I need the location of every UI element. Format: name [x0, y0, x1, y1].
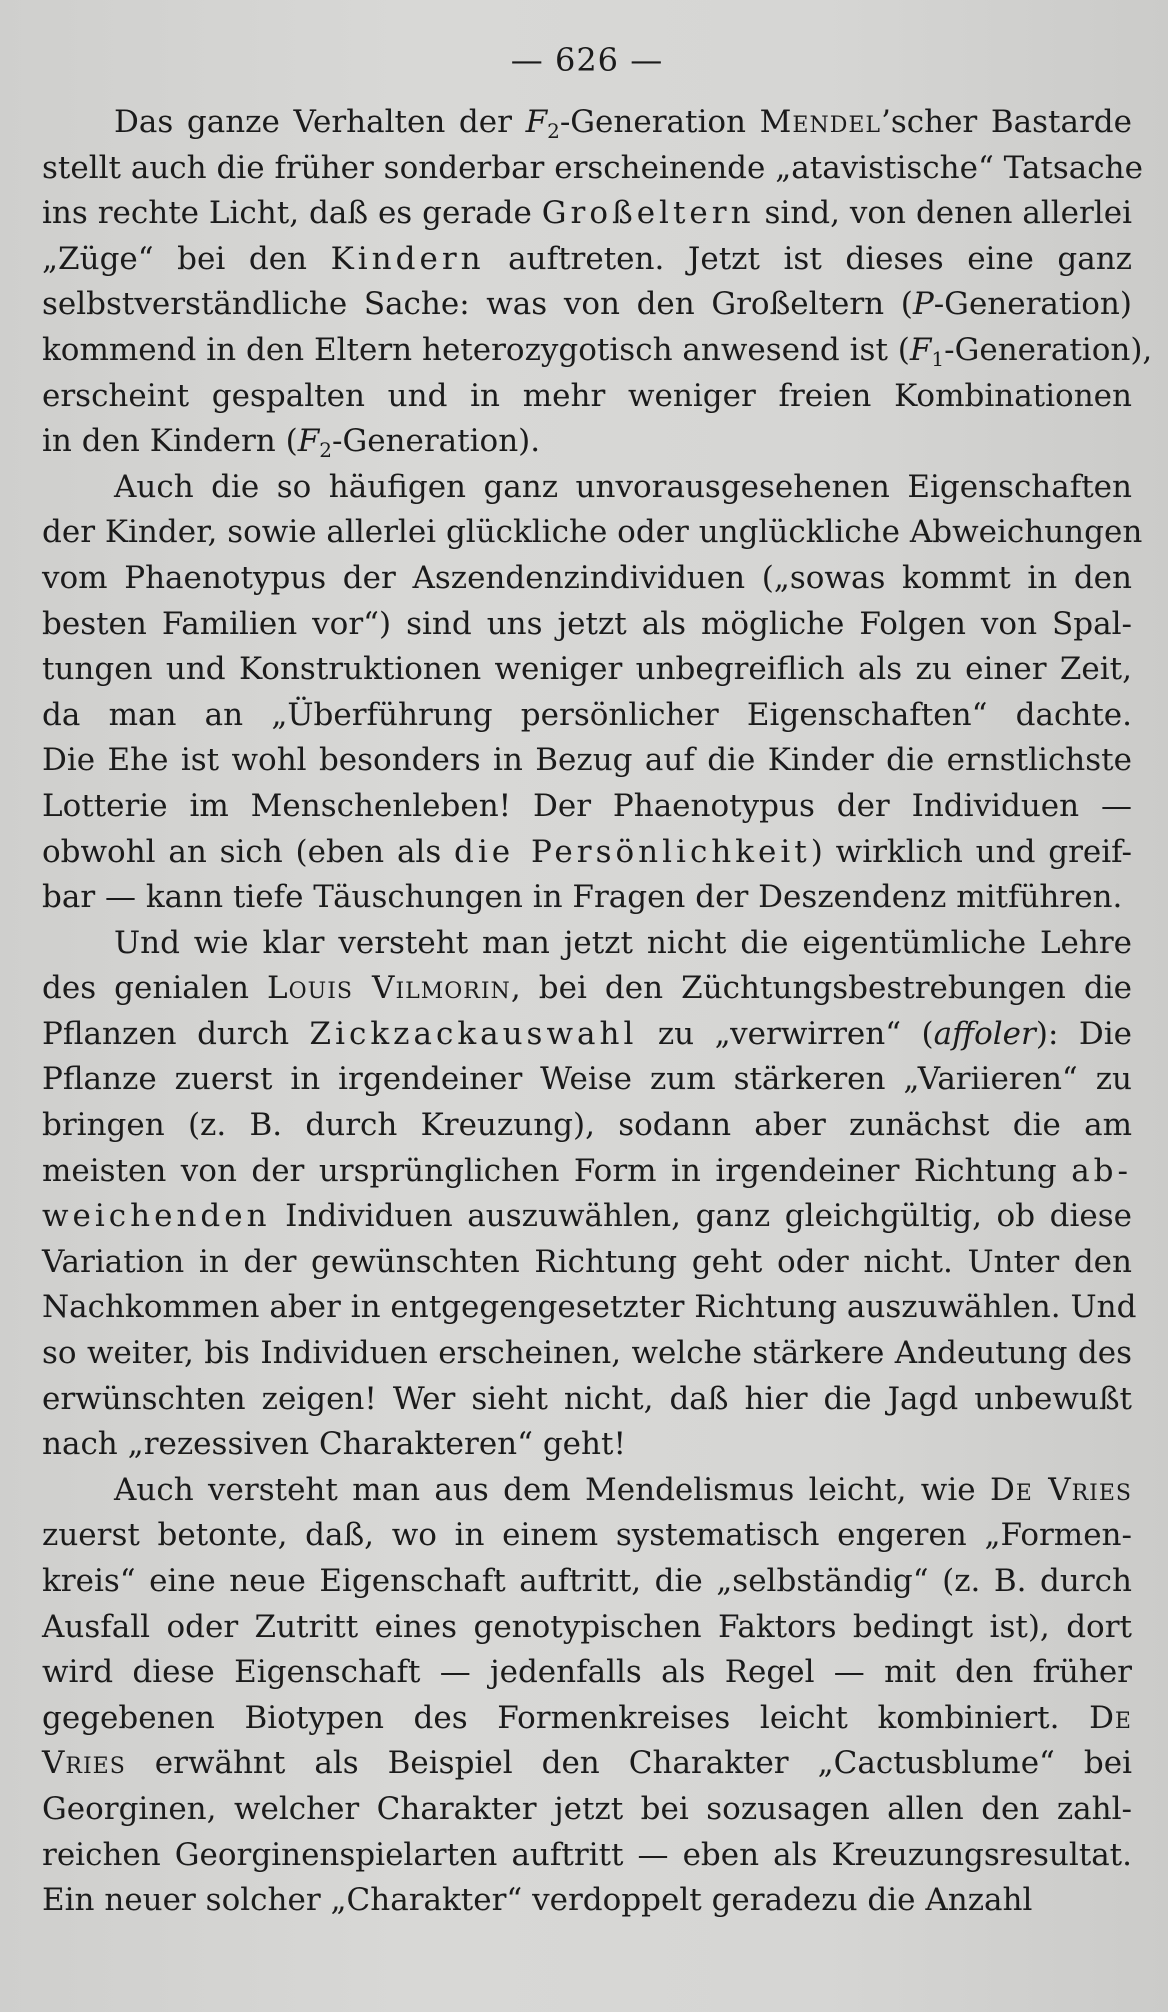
text-run: ) wirklich und greif- — [810, 833, 1132, 870]
text-run: zu „verwirren“ ( — [637, 1015, 934, 1052]
text-line — [42, 738, 1132, 784]
text-line — [42, 1149, 1132, 1195]
text-run: Individuen auszuwählen, ganz gleichgültig, ob diese — [270, 1198, 1132, 1235]
text-run: -Generation — [559, 104, 760, 140]
text-line — [42, 465, 1132, 511]
text-line — [42, 510, 1143, 556]
paragraph — [42, 100, 1153, 465]
text-line — [42, 374, 1132, 420]
text-run: ins rechte Licht, daß es gerade — [42, 195, 542, 232]
text-line — [42, 419, 1132, 465]
text-line — [42, 191, 1132, 237]
text-run: reichen Georginenspielarten auftritt — eben als Kreuzungsresultat. — [42, 1836, 1132, 1873]
text-run: De — [1089, 1699, 1132, 1736]
text-run: des genialen — [42, 970, 268, 1007]
text-run: kreis“ eine neue Eigenschaft auftritt, die „selbständig“ (z. B. durch — [42, 1563, 1132, 1599]
text-run: selbstverständliche Sache: was von den Großeltern ( — [42, 286, 913, 323]
text-line — [42, 875, 1132, 921]
text-run: die Persönlichkeit — [454, 833, 811, 870]
text-run: so weiter, bis Individuen erscheinen, welche stärkere Andeutung des — [42, 1335, 1132, 1372]
paragraph — [42, 921, 1137, 1468]
text-run: sind, von denen allerlei — [754, 195, 1132, 232]
text-run: bar — kann tiefe Täuschungen in Fragen der Deszendenz mitführen. — [42, 879, 1123, 916]
text-line — [42, 921, 1132, 967]
text-line — [42, 1741, 1132, 1787]
text-line — [42, 1240, 1132, 1286]
text-line — [42, 1605, 1132, 1651]
text-run: Pflanzen durch — [42, 1015, 310, 1052]
text-run: Ein neuer solcher „Charakter“ verdoppelt geradezu die Anzahl — [42, 1882, 1033, 1919]
text-run: stellt auch die früher sonderbar erscheinende „atavistische“ Tatsache — [42, 149, 1143, 186]
text-run: Mendel — [759, 104, 881, 140]
text-run: -Generation) — [933, 286, 1132, 323]
text-line — [42, 237, 1132, 283]
text-line — [42, 1422, 1132, 1468]
text-run: Das ganze Verhalten der — [114, 104, 526, 140]
text-run: -Generation), — [944, 331, 1153, 368]
text-run: vom Phaenotypus der Aszendenzindividuen („sowas kommt in den — [42, 559, 1132, 596]
text-run: Zickzackauswahl — [309, 1015, 638, 1052]
text-line — [42, 1787, 1132, 1833]
text-run: Pflanze zuerst in irgendeiner Weise zum stärkeren „Variieren“ zu — [42, 1061, 1132, 1098]
text-run: Ausfall oder Zutritt eines genotypischen Faktors bedingt ist), dort — [42, 1608, 1132, 1645]
text-run: in den Kindern ( — [42, 423, 298, 460]
text-run: Louis Vilmorin — [267, 970, 511, 1007]
text-run: Variation in der gewünschten Richtung geht oder nicht. Unter den — [42, 1243, 1132, 1280]
text-run: ab- — [1071, 1152, 1132, 1189]
text-run: Und wie klar versteht man jetzt nicht die eigentümliche Lehre — [114, 924, 1132, 961]
text-run: nach „rezessiven Charakteren“ geht! — [42, 1426, 626, 1463]
text-line — [42, 1377, 1132, 1423]
text-line — [42, 693, 1132, 739]
text-run: obwohl an sich (eben als — [42, 833, 455, 870]
text-run: -Generation). — [331, 423, 541, 460]
text-run: Auch die so häufigen ganz unvorausgesehenen Eigenschaften — [114, 468, 1132, 505]
text-run: P — [912, 286, 934, 323]
text-run: F — [525, 104, 548, 140]
text-run: F — [297, 423, 320, 460]
body-text — [42, 100, 1153, 1924]
text-run: Georginen, welcher Charakter jetzt bei sozusagen allen den zahl- — [42, 1790, 1132, 1827]
text-line — [42, 966, 1132, 1012]
text-line — [42, 1057, 1132, 1103]
text-run: , bei den Züchtungsbestrebungen die — [510, 970, 1132, 1007]
text-line — [42, 1878, 1132, 1924]
text-run: Lotterie im Menschenleben! Der Phaenotypus der Individuen — — [42, 787, 1132, 824]
text-run: De Vries — [989, 1471, 1132, 1508]
text-line — [42, 328, 1153, 374]
text-line — [42, 1559, 1132, 1605]
text-run: Kindern — [330, 240, 485, 277]
text-run: da man an „Überführung persönlicher Eigenschaften“ dachte. — [42, 696, 1132, 733]
text-run: gegebenen Biotypen des Formenkreises leicht kombiniert. — [42, 1699, 1090, 1736]
text-line — [42, 1194, 1132, 1240]
text-run: 1 — [931, 346, 945, 371]
text-run: auftreten. Jetzt ist dieses eine ganz — [484, 240, 1132, 277]
text-run: bringen (z. B. durch Kreuzung), sodann aber zunächst die am — [42, 1107, 1132, 1144]
text-run: besten Familien vor“) sind uns jetzt als mögliche Folgen von Spal- — [42, 605, 1132, 642]
text-run: Großeltern — [541, 195, 755, 232]
text-line — [42, 282, 1132, 328]
text-run: kommend in den Eltern heterozygotisch anwesend ist ( — [42, 331, 910, 368]
text-run: ): Die — [1035, 1015, 1132, 1052]
text-line — [42, 1650, 1132, 1696]
text-run: erscheint gespalten und in mehr weniger freien Kombinationen — [42, 377, 1132, 414]
text-line — [42, 146, 1143, 192]
text-run: Die Ehe ist wohl besonders in Bezug auf die Kinder die ernstlichste — [42, 742, 1132, 779]
paragraph — [42, 465, 1143, 921]
text-line — [42, 647, 1132, 693]
text-run: der Kinder, sowie allerlei glückliche oder unglückliche Abweichungen — [42, 514, 1143, 551]
text-line — [42, 1468, 1132, 1514]
text-run: Auch versteht man aus dem Mendelismus leicht, wie — [114, 1471, 990, 1508]
text-line — [42, 1012, 1132, 1058]
text-line — [42, 1696, 1132, 1742]
text-line — [42, 830, 1132, 876]
text-run: Nachkommen aber in entgegengesetzter Richtung auszuwählen. Und — [42, 1289, 1137, 1326]
text-run: affoler — [933, 1015, 1036, 1052]
text-run: „Züge“ bei den — [42, 240, 331, 277]
text-run: 2 — [547, 119, 560, 143]
text-run: zuerst betonte, daß, wo in einem systematisch engeren „Formen- — [42, 1517, 1132, 1554]
text-run: tungen und Konstruktionen weniger unbegreiflich als zu einer Zeit, — [42, 651, 1132, 688]
text-line — [42, 602, 1132, 648]
text-run: 2 — [319, 438, 332, 463]
text-line — [42, 784, 1132, 830]
text-run: weichenden — [42, 1198, 271, 1235]
text-line — [42, 1103, 1132, 1149]
text-run: erwünschten zeigen! Wer sieht nicht, daß hier die Jagd unbewußt — [42, 1380, 1132, 1417]
text-line — [42, 556, 1132, 602]
text-line — [42, 1513, 1132, 1559]
page-number-header: — 626 — — [510, 41, 664, 79]
text-run: Vries — [42, 1745, 126, 1782]
text-run: meisten von der ursprünglichen Form in irgendeiner Richtung — [42, 1152, 1072, 1189]
text-line — [42, 100, 1132, 146]
text-line — [42, 1833, 1132, 1879]
paragraph — [42, 1468, 1132, 1924]
text-run: wird diese Eigenschaft — jedenfalls als Regel — mit den früher — [42, 1654, 1132, 1691]
text-run: F — [909, 331, 932, 368]
text-run: erwähnt als Beispiel den Charakter „Cactusblume“ bei — [125, 1745, 1132, 1782]
text-line — [42, 1331, 1132, 1377]
text-run: ’scher Bastarde — [881, 104, 1132, 140]
text-line — [42, 1285, 1137, 1331]
